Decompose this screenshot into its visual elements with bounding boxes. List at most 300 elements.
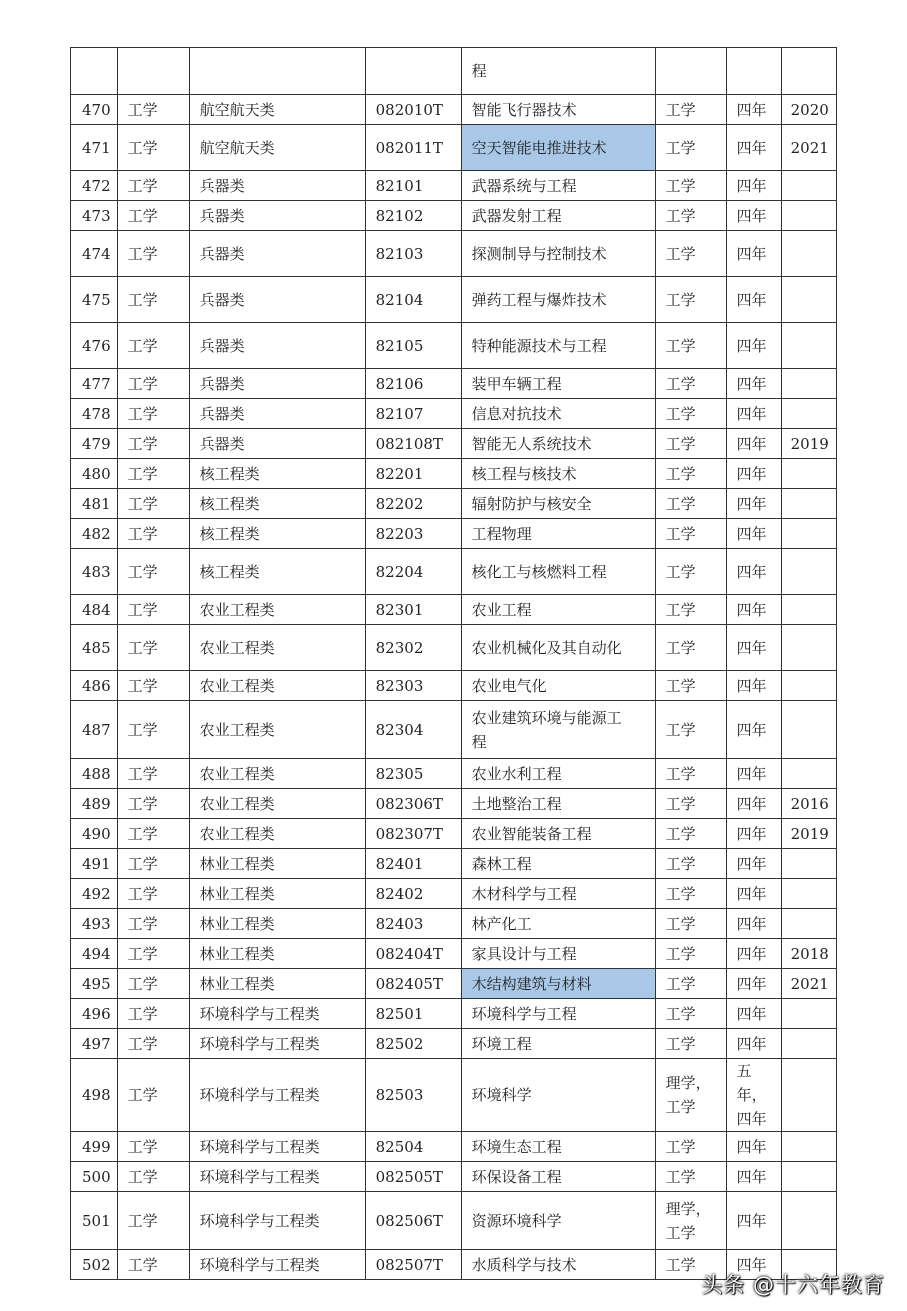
cell-class: 环境科学与工程类 xyxy=(189,1162,365,1192)
cell-code: 082405T xyxy=(365,969,461,999)
cell-major: 农业智能装备工程 xyxy=(461,819,655,849)
cell-category: 工学 xyxy=(117,1162,189,1192)
cell-code: 082306T xyxy=(365,789,461,819)
cell-code: 82204 xyxy=(365,549,461,595)
cell-major: 环境科学与工程 xyxy=(461,999,655,1029)
cell-added-year xyxy=(781,369,836,399)
cell-added-year xyxy=(781,48,836,95)
cell-added-year: 2018 xyxy=(781,939,836,969)
cell-degree: 工学 xyxy=(655,759,726,789)
cell-degree: 工学 xyxy=(655,849,726,879)
cell-degree: 工学 xyxy=(655,429,726,459)
cell-class: 环境科学与工程类 xyxy=(189,999,365,1029)
cell-degree: 工学 xyxy=(655,1162,726,1192)
table-row-fragment xyxy=(71,48,837,95)
cell-no: 470 xyxy=(71,95,118,125)
cell-major: 环保设备工程 xyxy=(461,1162,655,1192)
cell-degree: 工学 xyxy=(655,1250,726,1280)
cell-class: 兵器类 xyxy=(189,369,365,399)
cell-added-year xyxy=(781,701,836,759)
cell-class: 核工程类 xyxy=(189,549,365,595)
cell-major: 环境工程 xyxy=(461,1029,655,1059)
cell-degree: 工学 xyxy=(655,819,726,849)
cell-class: 航空航天类 xyxy=(189,125,365,171)
cell-years: 四年 xyxy=(726,459,781,489)
table-row xyxy=(71,1059,837,1132)
cell-degree: 工学 xyxy=(655,701,726,759)
table-row xyxy=(71,789,837,819)
cell-added-year: 2021 xyxy=(781,969,836,999)
cell-added-year xyxy=(781,399,836,429)
cell-added-year xyxy=(781,277,836,323)
table-row xyxy=(71,323,837,369)
cell-category: 工学 xyxy=(117,459,189,489)
table-row xyxy=(71,399,837,429)
cell-class: 农业工程类 xyxy=(189,789,365,819)
cell-years: 四年 xyxy=(726,549,781,595)
cell-major: 农业电气化 xyxy=(461,671,655,701)
cell-added-year xyxy=(781,1029,836,1059)
cell-code: 82302 xyxy=(365,625,461,671)
cell-category: 工学 xyxy=(117,399,189,429)
cell-added-year xyxy=(781,909,836,939)
table-row xyxy=(71,849,837,879)
cell-added-year: 2016 xyxy=(781,789,836,819)
cell-code: 82107 xyxy=(365,399,461,429)
cell-major: 智能飞行器技术 xyxy=(461,95,655,125)
cell-major: 核工程与核技术 xyxy=(461,459,655,489)
cell-years: 四年 xyxy=(726,789,781,819)
cell-major: 核化工与核燃料工程 xyxy=(461,549,655,595)
cell-degree: 工学 xyxy=(655,277,726,323)
table-row xyxy=(71,231,837,277)
cell-added-year xyxy=(781,1192,836,1250)
cell-years: 四年 xyxy=(726,1192,781,1250)
cell-years: 五年， 四年 xyxy=(726,1059,781,1132)
cell-category: 工学 xyxy=(117,1250,189,1280)
cell-degree: 工学 xyxy=(655,125,726,171)
cell-added-year xyxy=(781,625,836,671)
cell-category: 工学 xyxy=(117,1059,189,1132)
major-catalog-table xyxy=(70,47,837,1280)
cell-no: 502 xyxy=(71,1250,118,1280)
cell-code: 82201 xyxy=(365,459,461,489)
cell-no: 491 xyxy=(71,849,118,879)
cell-years: 四年 xyxy=(726,125,781,171)
table-row xyxy=(71,429,837,459)
cell-class: 兵器类 xyxy=(189,323,365,369)
cell-code: 082505T xyxy=(365,1162,461,1192)
cell-years: 四年 xyxy=(726,625,781,671)
table-row xyxy=(71,999,837,1029)
cell-class: 农业工程类 xyxy=(189,819,365,849)
cell-degree: 工学 xyxy=(655,1132,726,1162)
cell-code: 82101 xyxy=(365,171,461,201)
table-row xyxy=(71,969,837,999)
cell-class: 环境科学与工程类 xyxy=(189,1132,365,1162)
cell-no: 499 xyxy=(71,1132,118,1162)
cell-added-year: 2019 xyxy=(781,819,836,849)
cell-class: 林业工程类 xyxy=(189,849,365,879)
cell-degree: 工学 xyxy=(655,323,726,369)
table-row xyxy=(71,201,837,231)
cell-code: 82202 xyxy=(365,489,461,519)
cell-code: 82104 xyxy=(365,277,461,323)
cell-category: 工学 xyxy=(117,671,189,701)
cell-degree: 理学， 工学 xyxy=(655,1192,726,1250)
cell-category: 工学 xyxy=(117,759,189,789)
cell-class: 林业工程类 xyxy=(189,969,365,999)
cell-major: 水质科学与技术 xyxy=(461,1250,655,1280)
cell-degree: 工学 xyxy=(655,789,726,819)
cell-years: 四年 xyxy=(726,819,781,849)
cell-degree: 工学 xyxy=(655,171,726,201)
cell-code: 82305 xyxy=(365,759,461,789)
cell-category: 工学 xyxy=(117,1029,189,1059)
cell-years: 四年 xyxy=(726,1029,781,1059)
cell-no: 478 xyxy=(71,399,118,429)
table-row xyxy=(71,549,837,595)
cell-code: 82103 xyxy=(365,231,461,277)
table-body xyxy=(71,48,837,1280)
table-row xyxy=(71,671,837,701)
cell-code: 82401 xyxy=(365,849,461,879)
cell-code: 82501 xyxy=(365,999,461,1029)
cell-added-year xyxy=(781,323,836,369)
cell-category: 工学 xyxy=(117,95,189,125)
cell-years: 四年 xyxy=(726,939,781,969)
cell-years: 四年 xyxy=(726,849,781,879)
cell-major: 木结构建筑与材料 xyxy=(461,969,655,999)
cell-no: 493 xyxy=(71,909,118,939)
cell-added-year xyxy=(781,1162,836,1192)
cell-category: 工学 xyxy=(117,909,189,939)
cell-no: 498 xyxy=(71,1059,118,1132)
cell-class: 农业工程类 xyxy=(189,671,365,701)
table-row xyxy=(71,701,837,759)
cell-added-year: 2019 xyxy=(781,429,836,459)
table-row xyxy=(71,625,837,671)
cell-category: 工学 xyxy=(117,369,189,399)
cell-category: 工学 xyxy=(117,231,189,277)
cell-category: 工学 xyxy=(117,625,189,671)
table-row xyxy=(71,1029,837,1059)
cell-major: 环境生态工程 xyxy=(461,1132,655,1162)
cell-category: 工学 xyxy=(117,171,189,201)
cell-degree: 工学 xyxy=(655,399,726,429)
cell-no: 497 xyxy=(71,1029,118,1059)
cell-no: 495 xyxy=(71,969,118,999)
cell-years: 四年 xyxy=(726,429,781,459)
cell-major: 装甲车辆工程 xyxy=(461,369,655,399)
cell-category: 工学 xyxy=(117,879,189,909)
cell-added-year xyxy=(781,201,836,231)
cell-added-year xyxy=(781,489,836,519)
cell-class: 兵器类 xyxy=(189,399,365,429)
cell-years: 四年 xyxy=(726,201,781,231)
table-row xyxy=(71,519,837,549)
cell-class: 环境科学与工程类 xyxy=(189,1059,365,1132)
watermark: 头条 @十六年教育 xyxy=(701,1273,885,1297)
cell-major: 家具设计与工程 xyxy=(461,939,655,969)
cell-no: 501 xyxy=(71,1192,118,1250)
cell-code: 082010T xyxy=(365,95,461,125)
cell-major: 空天智能电推进技术 xyxy=(461,125,655,171)
table-row xyxy=(71,1192,837,1250)
cell-no: 490 xyxy=(71,819,118,849)
cell-years: 四年 xyxy=(726,399,781,429)
cell-category: 工学 xyxy=(117,323,189,369)
cell-class: 兵器类 xyxy=(189,277,365,323)
cell-class: 农业工程类 xyxy=(189,759,365,789)
cell-class: 农业工程类 xyxy=(189,595,365,625)
cell-class: 农业工程类 xyxy=(189,701,365,759)
cell-category: 工学 xyxy=(117,939,189,969)
cell-class: 林业工程类 xyxy=(189,879,365,909)
table-row xyxy=(71,277,837,323)
cell-code: 082507T xyxy=(365,1250,461,1280)
cell-category: 工学 xyxy=(117,999,189,1029)
cell-major: 程 xyxy=(461,48,655,95)
cell-degree: 工学 xyxy=(655,459,726,489)
cell-degree: 工学 xyxy=(655,595,726,625)
cell-category: 工学 xyxy=(117,819,189,849)
table-row xyxy=(71,171,837,201)
cell-no: 485 xyxy=(71,625,118,671)
cell-added-year xyxy=(781,879,836,909)
cell-years: 四年 xyxy=(726,879,781,909)
cell-years xyxy=(726,48,781,95)
cell-class: 农业工程类 xyxy=(189,625,365,671)
cell-category: 工学 xyxy=(117,519,189,549)
cell-category: 工学 xyxy=(117,429,189,459)
cell-degree: 理学， 工学 xyxy=(655,1059,726,1132)
cell-code: 82403 xyxy=(365,909,461,939)
cell-years: 四年 xyxy=(726,701,781,759)
cell-class: 环境科学与工程类 xyxy=(189,1192,365,1250)
cell-major: 智能无人系统技术 xyxy=(461,429,655,459)
cell-code: 82105 xyxy=(365,323,461,369)
cell-code: 82504 xyxy=(365,1132,461,1162)
cell-years: 四年 xyxy=(726,323,781,369)
table-row xyxy=(71,759,837,789)
cell-major: 特种能源技术与工程 xyxy=(461,323,655,369)
cell-no: 482 xyxy=(71,519,118,549)
cell-category: 工学 xyxy=(117,125,189,171)
cell-degree: 工学 xyxy=(655,1029,726,1059)
cell-major: 农业水利工程 xyxy=(461,759,655,789)
cell-class: 核工程类 xyxy=(189,489,365,519)
table-row xyxy=(71,909,837,939)
table-row xyxy=(71,459,837,489)
cell-no xyxy=(71,48,118,95)
cell-added-year: 2020 xyxy=(781,95,836,125)
cell-added-year xyxy=(781,549,836,595)
cell-years: 四年 xyxy=(726,969,781,999)
cell-no: 481 xyxy=(71,489,118,519)
cell-category: 工学 xyxy=(117,595,189,625)
cell-code: 82502 xyxy=(365,1029,461,1059)
cell-degree: 工学 xyxy=(655,231,726,277)
cell-no: 484 xyxy=(71,595,118,625)
cell-class: 环境科学与工程类 xyxy=(189,1029,365,1059)
cell-degree: 工学 xyxy=(655,999,726,1029)
cell-no: 487 xyxy=(71,701,118,759)
cell-class: 林业工程类 xyxy=(189,909,365,939)
cell-years: 四年 xyxy=(726,671,781,701)
cell-years: 四年 xyxy=(726,595,781,625)
cell-code: 82102 xyxy=(365,201,461,231)
cell-no: 473 xyxy=(71,201,118,231)
cell-major: 环境科学 xyxy=(461,1059,655,1132)
cell-no: 492 xyxy=(71,879,118,909)
cell-added-year xyxy=(781,595,836,625)
cell-years: 四年 xyxy=(726,95,781,125)
cell-code: 82304 xyxy=(365,701,461,759)
cell-category: 工学 xyxy=(117,201,189,231)
cell-years: 四年 xyxy=(726,519,781,549)
cell-added-year xyxy=(781,759,836,789)
cell-class: 兵器类 xyxy=(189,171,365,201)
cell-code: 082404T xyxy=(365,939,461,969)
cell-no: 475 xyxy=(71,277,118,323)
cell-added-year xyxy=(781,459,836,489)
cell-category xyxy=(117,48,189,95)
cell-no: 489 xyxy=(71,789,118,819)
cell-added-year xyxy=(781,849,836,879)
cell-no: 483 xyxy=(71,549,118,595)
cell-no: 486 xyxy=(71,671,118,701)
table-row xyxy=(71,125,837,171)
cell-code: 82303 xyxy=(365,671,461,701)
table-row xyxy=(71,369,837,399)
cell-category: 工学 xyxy=(117,789,189,819)
cell-code: 082011T xyxy=(365,125,461,171)
cell-degree: 工学 xyxy=(655,969,726,999)
cell-code: 82301 xyxy=(365,595,461,625)
cell-degree: 工学 xyxy=(655,671,726,701)
cell-years: 四年 xyxy=(726,489,781,519)
cell-no: 500 xyxy=(71,1162,118,1192)
cell-major: 工程物理 xyxy=(461,519,655,549)
cell-years: 四年 xyxy=(726,277,781,323)
cell-years: 四年 xyxy=(726,369,781,399)
cell-years: 四年 xyxy=(726,1162,781,1192)
cell-code: 82503 xyxy=(365,1059,461,1132)
cell-class: 核工程类 xyxy=(189,519,365,549)
table-row xyxy=(71,939,837,969)
cell-major: 探测制导与控制技术 xyxy=(461,231,655,277)
cell-added-year xyxy=(781,1132,836,1162)
cell-major: 武器系统与工程 xyxy=(461,171,655,201)
cell-code: 082307T xyxy=(365,819,461,849)
cell-years: 四年 xyxy=(726,909,781,939)
cell-class: 兵器类 xyxy=(189,201,365,231)
table-row xyxy=(71,1162,837,1192)
cell-class: 环境科学与工程类 xyxy=(189,1250,365,1280)
cell-no: 488 xyxy=(71,759,118,789)
cell-category: 工学 xyxy=(117,549,189,595)
cell-category: 工学 xyxy=(117,277,189,323)
cell-no: 476 xyxy=(71,323,118,369)
table-row xyxy=(71,95,837,125)
cell-degree: 工学 xyxy=(655,519,726,549)
cell-no: 472 xyxy=(71,171,118,201)
table-row xyxy=(71,1132,837,1162)
cell-degree: 工学 xyxy=(655,939,726,969)
cell-category: 工学 xyxy=(117,1192,189,1250)
cell-years: 四年 xyxy=(726,1132,781,1162)
cell-degree: 工学 xyxy=(655,879,726,909)
cell-degree: 工学 xyxy=(655,909,726,939)
cell-added-year: 2021 xyxy=(781,125,836,171)
cell-added-year xyxy=(781,519,836,549)
cell-major: 农业建筑环境与能源工 程 xyxy=(461,701,655,759)
cell-class xyxy=(189,48,365,95)
cell-code xyxy=(365,48,461,95)
cell-category: 工学 xyxy=(117,1132,189,1162)
cell-category: 工学 xyxy=(117,489,189,519)
cell-category: 工学 xyxy=(117,701,189,759)
cell-major: 资源环境科学 xyxy=(461,1192,655,1250)
cell-class: 兵器类 xyxy=(189,429,365,459)
cell-class: 航空航天类 xyxy=(189,95,365,125)
cell-no: 477 xyxy=(71,369,118,399)
cell-major: 土地整治工程 xyxy=(461,789,655,819)
cell-major: 森林工程 xyxy=(461,849,655,879)
cell-no: 480 xyxy=(71,459,118,489)
cell-years: 四年 xyxy=(726,171,781,201)
table-row xyxy=(71,595,837,625)
cell-class: 兵器类 xyxy=(189,231,365,277)
cell-degree xyxy=(655,48,726,95)
cell-degree: 工学 xyxy=(655,201,726,231)
cell-code: 082108T xyxy=(365,429,461,459)
cell-code: 082506T xyxy=(365,1192,461,1250)
cell-major: 武器发射工程 xyxy=(461,201,655,231)
cell-years: 四年 xyxy=(726,999,781,1029)
cell-category: 工学 xyxy=(117,969,189,999)
cell-degree: 工学 xyxy=(655,95,726,125)
cell-code: 82106 xyxy=(365,369,461,399)
cell-added-year xyxy=(781,171,836,201)
cell-class: 核工程类 xyxy=(189,459,365,489)
cell-added-year xyxy=(781,1059,836,1132)
table-row xyxy=(71,879,837,909)
cell-degree: 工学 xyxy=(655,549,726,595)
cell-years: 四年 xyxy=(726,231,781,277)
cell-code: 82402 xyxy=(365,879,461,909)
cell-no: 494 xyxy=(71,939,118,969)
cell-added-year xyxy=(781,999,836,1029)
cell-major: 木材科学与工程 xyxy=(461,879,655,909)
table-row xyxy=(71,489,837,519)
cell-no: 479 xyxy=(71,429,118,459)
cell-code: 82203 xyxy=(365,519,461,549)
cell-class: 林业工程类 xyxy=(189,939,365,969)
cell-years: 四年 xyxy=(726,1250,781,1280)
table-row xyxy=(71,819,837,849)
cell-major: 农业工程 xyxy=(461,595,655,625)
cell-major: 农业机械化及其自动化 xyxy=(461,625,655,671)
cell-no: 496 xyxy=(71,999,118,1029)
cell-degree: 工学 xyxy=(655,369,726,399)
cell-degree: 工学 xyxy=(655,489,726,519)
cell-major: 弹药工程与爆炸技术 xyxy=(461,277,655,323)
cell-major: 信息对抗技术 xyxy=(461,399,655,429)
cell-major: 辐射防护与核安全 xyxy=(461,489,655,519)
cell-category: 工学 xyxy=(117,849,189,879)
